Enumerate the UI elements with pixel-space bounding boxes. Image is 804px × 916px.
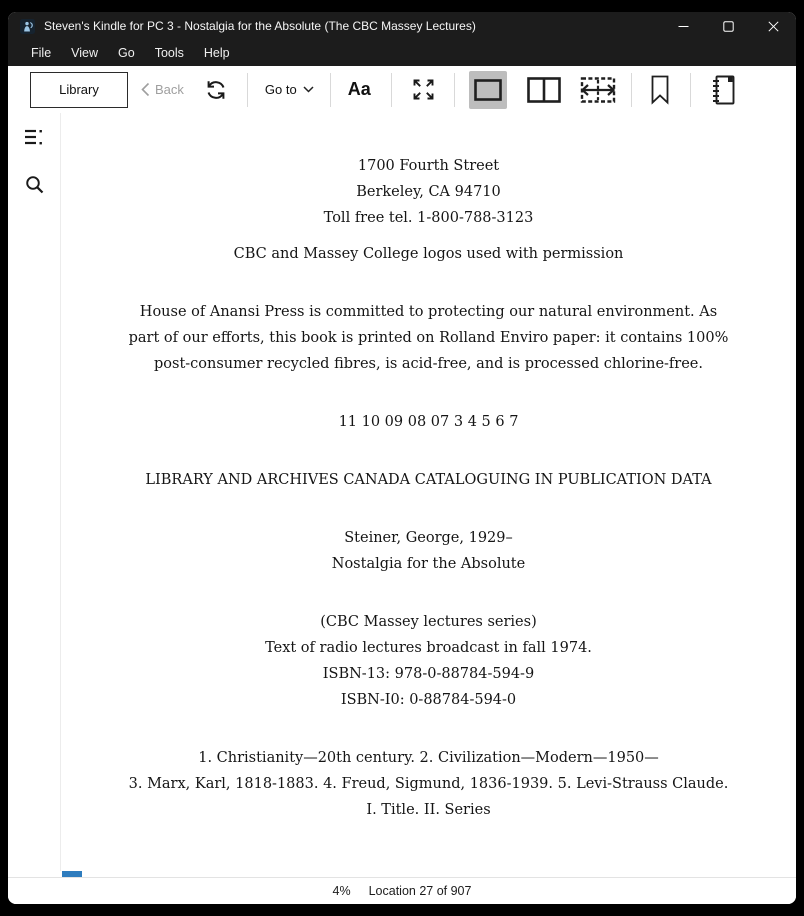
book-line: 3. Marx, Karl, 1818-1883. 4. Freud, Sigmund, 1836-1939. 5. Levi-Strauss Claude. <box>128 776 729 792</box>
back-button[interactable] <box>141 82 184 97</box>
menu-file[interactable]: File <box>31 46 52 60</box>
goto-label: Go to <box>264 82 297 97</box>
book-line: 11 10 09 08 07 3 4 5 6 7 <box>338 414 519 430</box>
search-button[interactable] <box>22 172 46 196</box>
book-paragraph <box>127 409 731 435</box>
window-controls <box>661 12 796 40</box>
aa-icon: Aa <box>347 79 371 99</box>
search-icon <box>24 174 45 195</box>
book-line: (CBC Massey lectures series) <box>320 614 537 630</box>
toolbar-divider <box>391 73 392 107</box>
status-bar <box>8 877 796 904</box>
goto-dropdown[interactable] <box>265 82 314 97</box>
close-button[interactable] <box>751 12 796 40</box>
book-paragraph <box>127 467 731 493</box>
fullscreen-button[interactable] <box>411 77 436 102</box>
book-line: Steiner, George, 1929– <box>344 530 513 546</box>
single-page-icon <box>473 78 503 102</box>
fit-width-view-button[interactable] <box>579 76 617 104</box>
reader-body <box>8 113 796 871</box>
toolbar <box>8 66 796 114</box>
book-paragraph <box>127 153 731 231</box>
library-button[interactable] <box>30 72 128 108</box>
sync-icon <box>204 78 228 102</box>
toc-icon <box>23 127 45 147</box>
two-column-icon <box>526 76 562 104</box>
minimize-button[interactable] <box>661 12 706 40</box>
maximize-icon <box>723 21 734 32</box>
book-line: House of Anansi Press is committed to protecting our natural environment. As <box>139 304 718 320</box>
toolbar-divider <box>330 73 331 107</box>
book-line: 1700 Fourth Street <box>357 158 500 174</box>
maximize-button[interactable] <box>706 12 751 40</box>
table-of-contents-button[interactable] <box>22 125 46 149</box>
book-page <box>127 113 731 823</box>
toolbar-divider <box>690 73 691 107</box>
book-line: ISBN-I0: 0-88784-594-0 <box>340 692 517 708</box>
book-line: 1. Christianity—20th century. 2. Civilization—Modern—1950— <box>198 750 659 766</box>
book-line: LIBRARY AND ARCHIVES CANADA CATALOGUING IN PUBLICATION DATA <box>145 472 712 488</box>
font-settings-button[interactable] <box>348 79 371 100</box>
book-line: post-consumer recycled fibres, is acid-free, and is processed chlorine-free. <box>154 356 703 372</box>
chevron-left-icon <box>141 82 150 97</box>
menu-bar <box>8 40 796 66</box>
bookmark-icon <box>648 74 672 106</box>
fullscreen-icon <box>411 77 436 102</box>
book-line: Berkeley, CA 94710 <box>356 184 501 200</box>
close-icon <box>768 21 779 32</box>
reading-pane[interactable] <box>61 113 796 871</box>
sync-button[interactable] <box>204 78 228 102</box>
title-bar <box>8 12 796 40</box>
library-button-label: Library <box>59 82 99 97</box>
book-line: ISBN-13: 978-0-88784-594-9 <box>322 666 535 682</box>
back-button-label: Back <box>155 82 184 97</box>
book-line: part of our efforts, this book is printed on Rolland Enviro paper: it contains 100% <box>128 330 729 346</box>
app-window <box>8 12 796 904</box>
toolbar-divider <box>631 73 632 107</box>
kindle-app-icon <box>20 19 35 34</box>
book-paragraph <box>127 609 731 713</box>
menu-tools[interactable]: Tools <box>154 46 184 60</box>
book-paragraph <box>127 745 731 823</box>
fit-width-icon <box>579 76 617 104</box>
window-title: Steven's Kindle for PC 3 - Nostalgia for the Absolute (The CBC Massey Lectures) <box>44 19 476 33</box>
chevron-down-icon <box>303 86 314 93</box>
book-paragraph <box>127 525 731 577</box>
book-line: I. Title. II. Series <box>366 802 491 818</box>
left-sidebar <box>8 113 61 871</box>
book-line: CBC and Massey College logos used with permission <box>233 246 624 262</box>
notebook-icon <box>708 73 740 107</box>
two-column-view-button[interactable] <box>526 76 562 104</box>
progress-percent: 4% <box>332 884 351 898</box>
menu-help[interactable]: Help <box>203 46 230 60</box>
notebook-button[interactable] <box>708 73 740 107</box>
menu-go[interactable]: Go <box>118 46 135 60</box>
minimize-icon <box>678 21 689 32</box>
book-line: Text of radio lectures broadcast in fall 1974. <box>265 640 592 656</box>
toolbar-divider <box>247 73 248 107</box>
menu-view[interactable]: View <box>71 46 99 60</box>
location-indicator[interactable]: Location 27 of 907 <box>368 884 472 898</box>
single-page-view-button[interactable] <box>469 71 507 109</box>
toolbar-divider <box>454 73 455 107</box>
book-paragraph <box>127 241 731 267</box>
book-paragraph <box>127 299 731 377</box>
book-line: Nostalgia for the Absolute <box>331 556 526 572</box>
bookmark-button[interactable] <box>648 74 672 106</box>
book-line: Toll free tel. 1-800-788-3123 <box>323 210 534 226</box>
